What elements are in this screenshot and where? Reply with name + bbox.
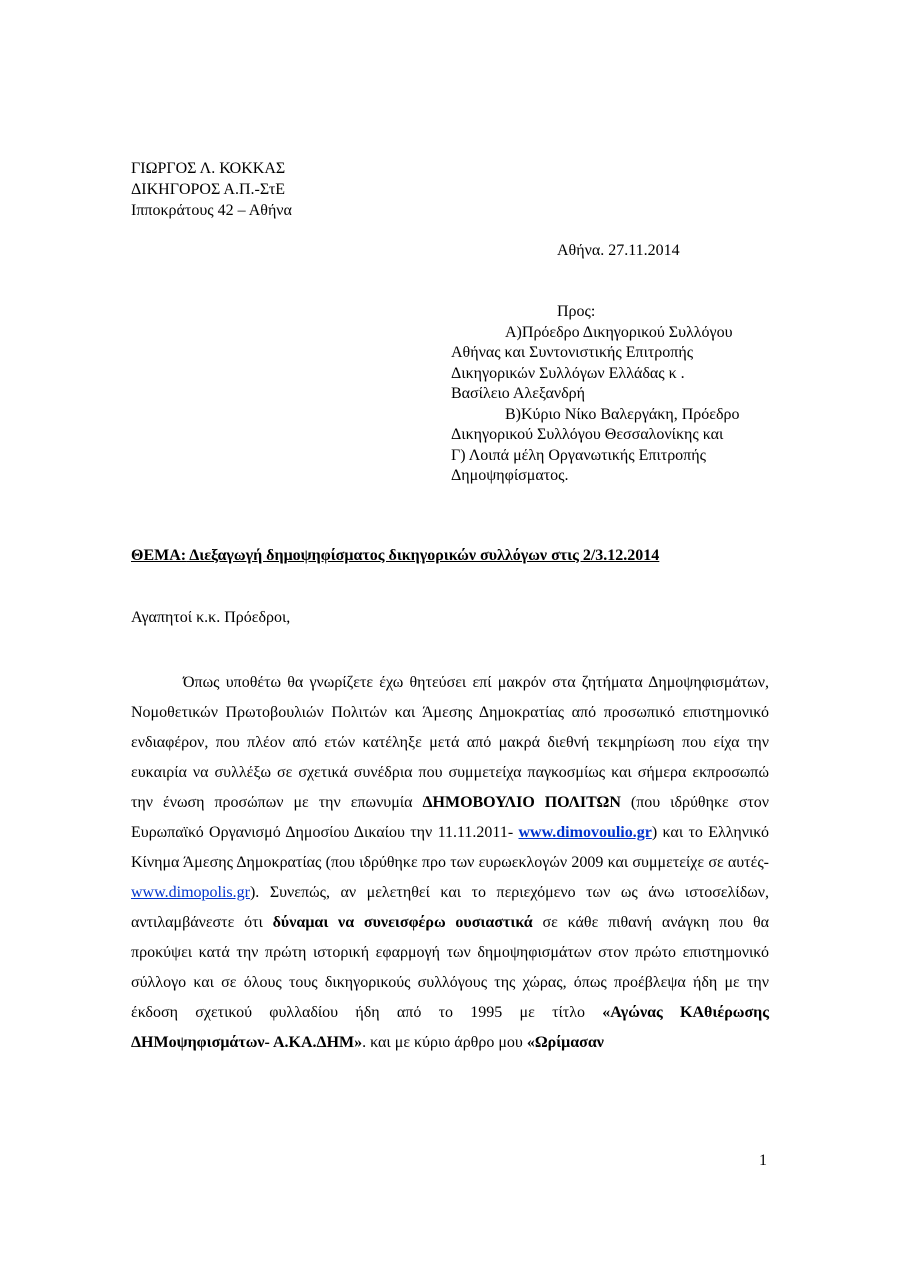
sender-name: ΓΙΩΡΓΟΣ Λ. ΚΟΚΚΑΣ: [131, 160, 286, 177]
dimopolis-link[interactable]: www.dimopolis.gr: [131, 884, 250, 901]
page-number: 1: [759, 1152, 767, 1169]
recipient-line: Β)Κύριο Νίκο Βαλεργάκη, Πρόεδρο: [505, 405, 740, 423]
emphasis-bold: δύναμαι να συνεισφέρω ουσιαστικά: [272, 914, 533, 931]
subject-text: Διεξαγωγή δημοψηφίσματος δικηγορικών συλλόγων στις 2/3.12.2014: [186, 547, 660, 564]
recipient-line: Βασίλειο Αλεξανδρή: [451, 385, 585, 402]
body-text-segment: (που ιδρύθηκε στον Ευρωπαϊκό Οργανισμό Δημοσίου Δικαίου την 11.11.2011-: [131, 794, 769, 841]
pamphlet-title-bold: «Αγώνας ΚΑθιέρωσης ΔΗΜοψηφισμάτων- Α.ΚΑ.ΔΗΜ»: [131, 1004, 770, 1051]
sender-address: Ιπποκράτους 42 – Αθήνα: [131, 202, 292, 219]
body-paragraph: [131, 668, 769, 1058]
dimovoulio-link[interactable]: www.dimovoulio.gr: [518, 824, 652, 841]
sender-title: ΔΙΚΗΓΟΡΟΣ Α.Π.-ΣτΕ: [131, 181, 286, 198]
subject-label: ΘΕΜΑ:: [131, 547, 187, 564]
recipient-line: Δημοψηφίσματος.: [451, 467, 569, 484]
body-text-segment: Όπως υποθέτω θα γνωρίζετε έχω θητεύσει επί μακρόν στα ζητήματα Δημοψηφισμάτων, Νομοθετικών Πρωτοβουλιών Πολιτών και Άμεσης Δημοκρατίας από προσωπικό επιστημονικό ενδιαφέρον, που πλέον από ετών κατέληξε μετά από μακρά διεθνή τεκμηρίωση που είχα την ευκαιρία να συλλέξω σε σχετικά συνέδρια που συμμετείχα παγκοσμίως και σήμερα εκπροσωπώ την ένωση προσώπων με την επωνυμία: [131, 674, 769, 811]
body-text-segment: ). Συνεπώς, αν μελετηθεί και το περιεχόμενο των ως άνω ιστοσελίδων, αντιλαμβάνεστε ότι: [131, 884, 769, 931]
letter-date: Αθήνα. 27.11.2014: [557, 242, 680, 259]
body-text-segment: . και με κύριο άρθρο μου: [362, 1034, 527, 1051]
recipient-line: Γ) Λοιπά μέλη Οργανωτικής Επιτροπής: [451, 446, 706, 464]
recipient-line: Δικηγορικών Συλλόγων Ελλάδας κ .: [451, 364, 685, 382]
org-name-bold: ΔΗΜΟΒΟΥΛΙΟ ΠΟΛΙΤΩΝ: [422, 794, 621, 811]
recipients-heading: Προς:: [557, 303, 596, 320]
recipient-line: Αθήνας και Συντονιστικής Επιτροπής: [451, 344, 694, 361]
body-text-segment: σε κάθε πιθανή ανάγκη που θα προκύψει κατά την πρώτη ιστορική εφαρμογή των δημοψηφισμάτων στον πρώτο επιστημονικό σύλλογο και σε όλους τους δικηγορικούς συλλόγους της χώρας, όπως προέβλεψα ήδη με την έκδοση σχετικού φυλλαδίου ήδη από το 1995 με τίτλο: [131, 914, 770, 1021]
greeting: Αγαπητοί κ.κ. Πρόεδροι,: [131, 609, 291, 626]
article-title-bold: «Ωρίμασαν: [526, 1034, 604, 1051]
recipient-line: Δικηγορικού Συλλόγου Θεσσαλονίκης και: [451, 426, 724, 443]
sender-block: [131, 158, 292, 221]
recipients-block: [451, 302, 740, 487]
recipient-line: Α)Πρόεδρο Δικηγορικού Συλλόγου: [505, 323, 733, 341]
body-text-segment: ) και το Ελληνικό Κίνημα Άμεσης Δημοκρατίας (που ιδρύθηκε προ των ευρωεκλογών 2009 και συμμετείχε σε αυτές-: [131, 824, 769, 871]
subject-line: [131, 546, 659, 566]
